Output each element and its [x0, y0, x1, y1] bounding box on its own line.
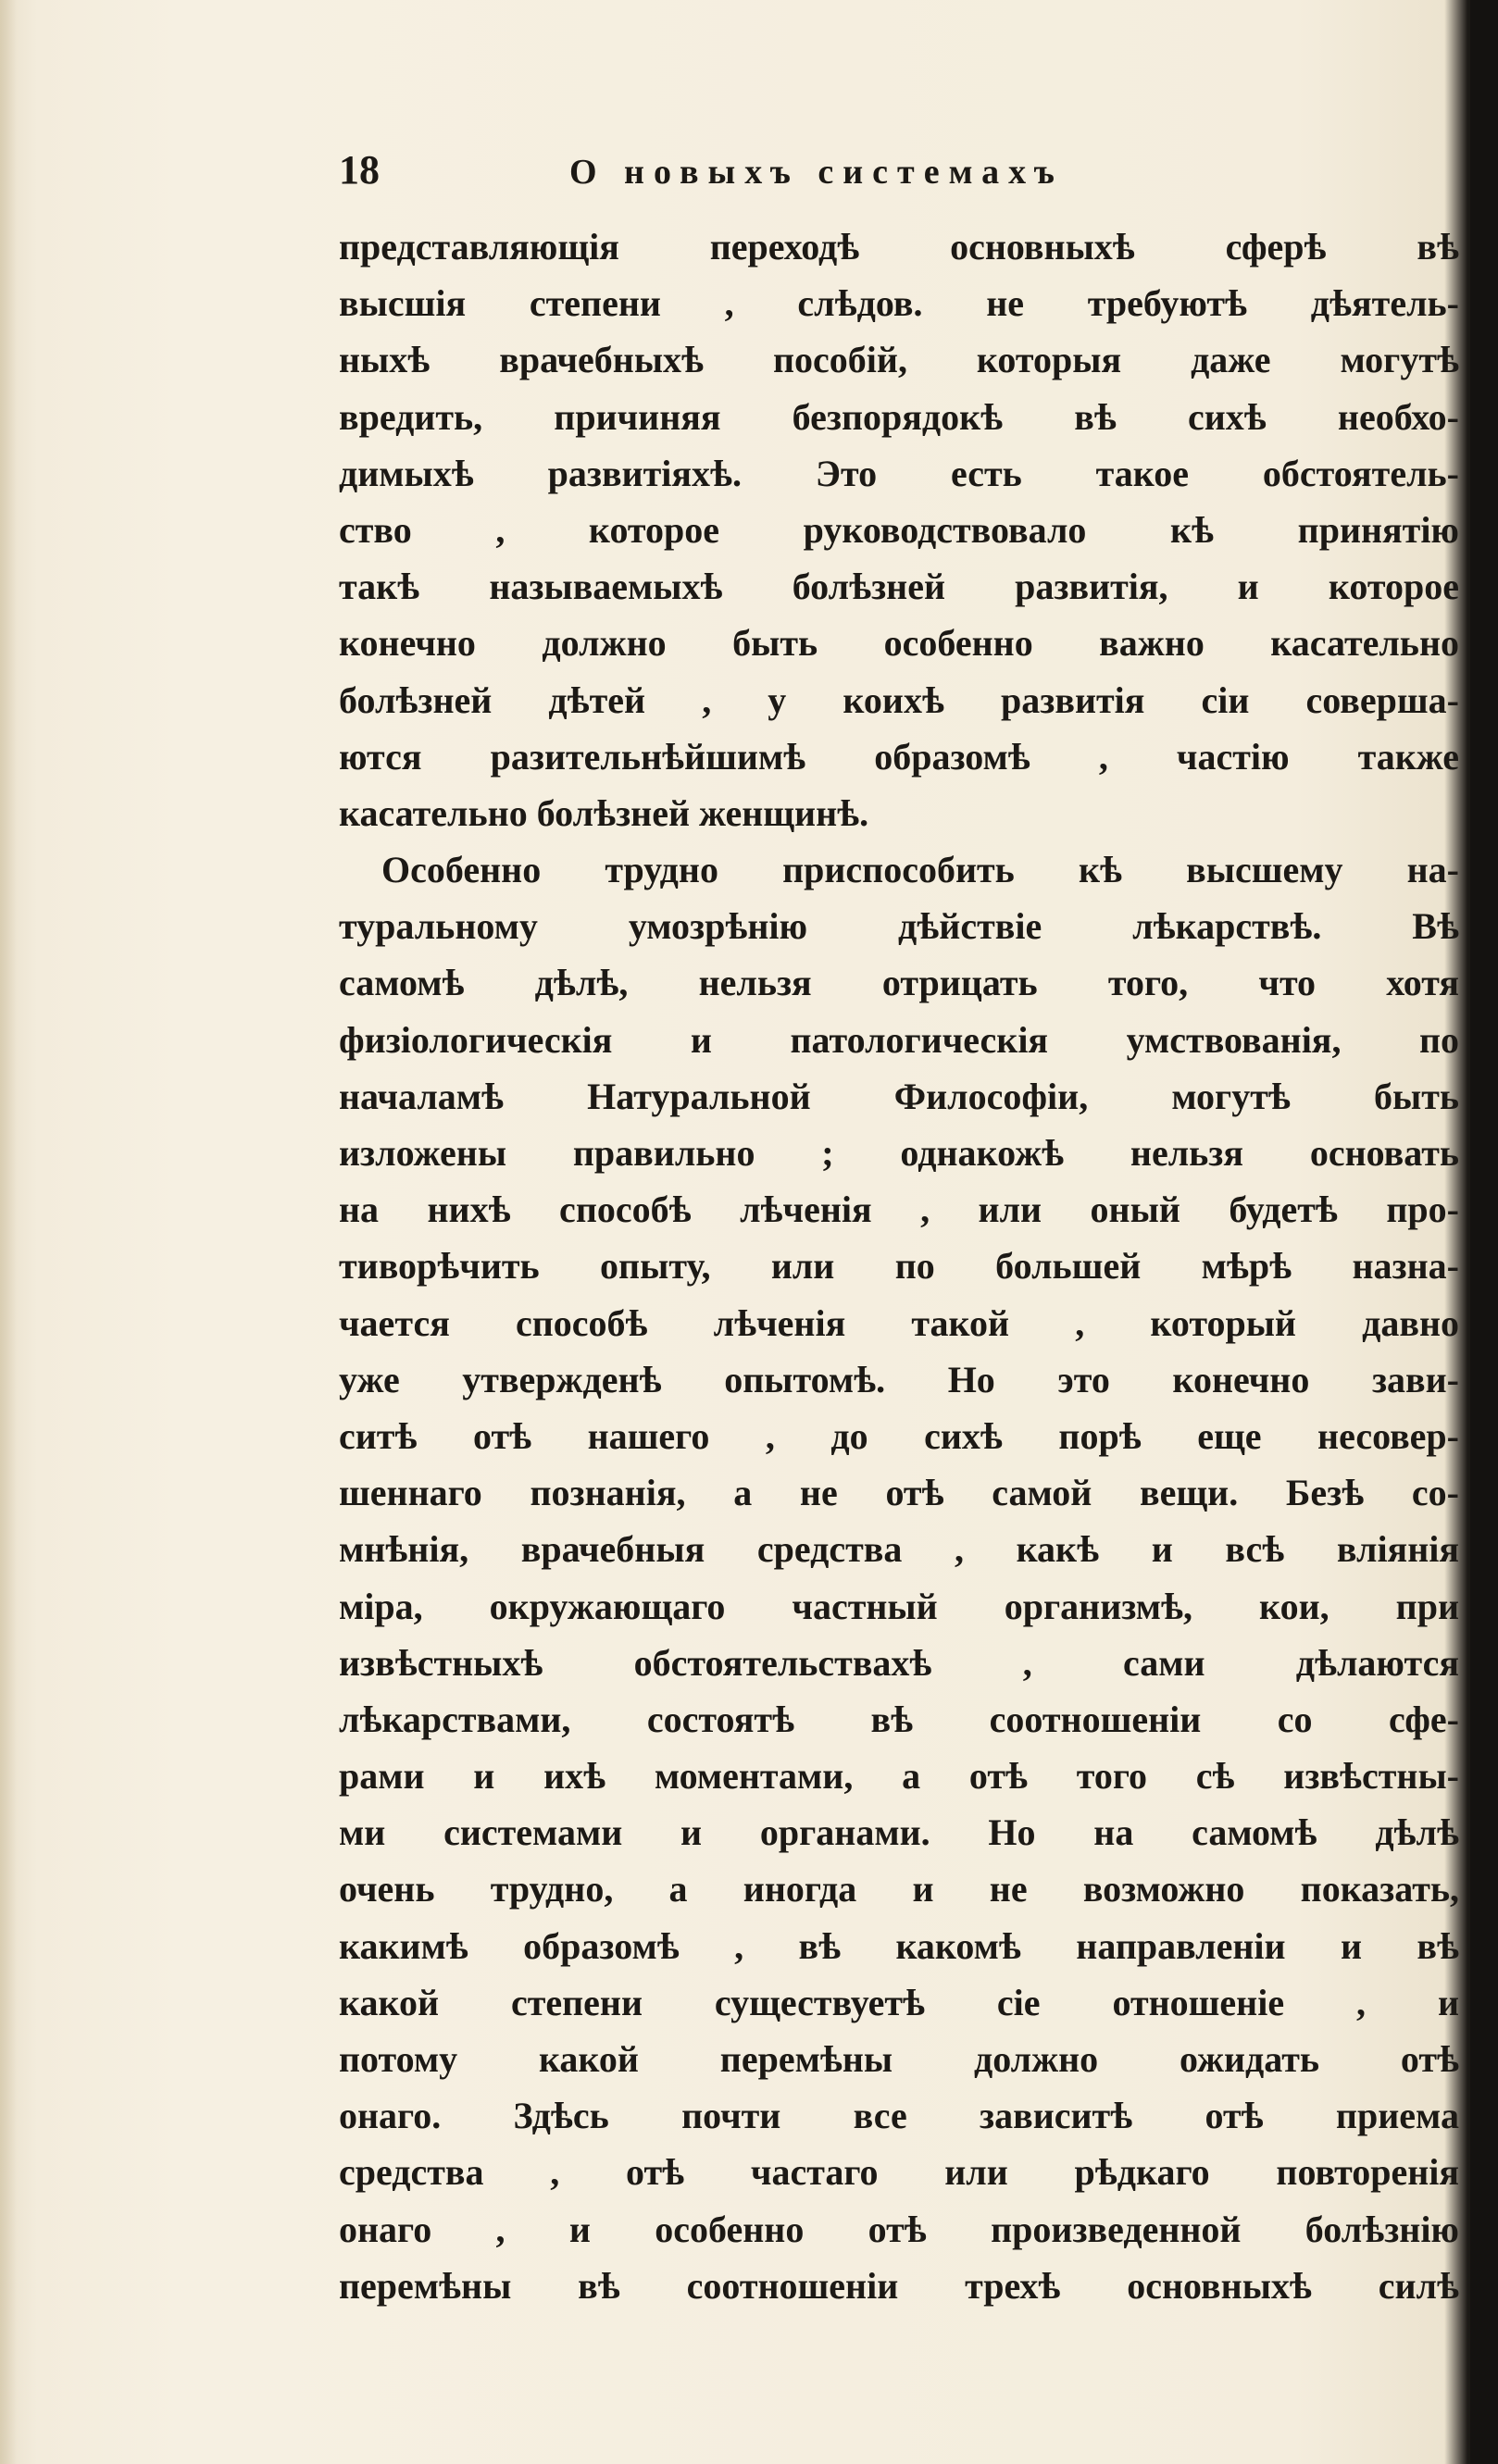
text-line: очень трудно, а иногда и не возможно показать, [339, 1868, 1459, 1910]
text-line: чается способѣ лѣченія такой , который давно [339, 1301, 1459, 1344]
text-line: какой степени существуетѣ сіе отношеніе , и [339, 1981, 1459, 2023]
text-line: онаго , и особенно отѣ произведенной болѣзнію [339, 2208, 1459, 2250]
text-line: перемѣны вѣ соотношеніи трехѣ основныхѣ силѣ [339, 2264, 1459, 2307]
body-text [339, 218, 1459, 2314]
text-line: шеннаго познанія, а не отѣ самой вещи. Безѣ со- [339, 1472, 1459, 1514]
text-line: ныхѣ врачебныхѣ пособій, которыя даже могутѣ [339, 339, 1459, 381]
text-line: уже утвержденѣ опытомѣ. Но это конечно зави- [339, 1358, 1459, 1400]
text-line: мнѣнія, врачебныя средства , какѣ и всѣ вліянія [339, 1528, 1459, 1571]
paragraph-2 [339, 841, 1459, 2314]
text-line: началамѣ Натуральной Философіи, могутѣ быть [339, 1075, 1459, 1117]
text-line: какимѣ образомѣ , вѣ какомѣ направленіи и вѣ [339, 1924, 1459, 1967]
text-line: представляющія переходѣ основныхѣ сферѣ вѣ [339, 226, 1459, 268]
page-header [0, 139, 1498, 204]
text-line: вредить, причиняя безпорядокѣ вѣ сихѣ необхо- [339, 395, 1459, 438]
text-line: конечно должно быть особенно важно касательно [339, 622, 1459, 665]
text-line: ми системами и органами. Но на самомѣ дѣлѣ [339, 1811, 1459, 1854]
text-line: туральному умозрѣнію дѣйствіе лѣкарствѣ. Вѣ [339, 905, 1459, 948]
text-line: тиворѣчить опыту, или по большей мѣрѣ назна- [339, 1245, 1459, 1288]
page-number: 18 [339, 147, 380, 193]
text-line: физіологическія и патологическія умствованія, по [339, 1018, 1459, 1061]
text-line: лѣкарствами, состоятѣ вѣ соотношеніи со сфе- [339, 1698, 1459, 1740]
text-line: міра, окружающаго частный организмѣ, кои, при [339, 1585, 1459, 1627]
paragraph-1 [339, 218, 1459, 841]
text-line: онаго. Здѣсь почти все зависитѣ отѣ приема [339, 2095, 1459, 2137]
text-line: самомѣ дѣлѣ, нельзя отрицать того, что хотя [339, 962, 1459, 1004]
text-line: средства , отѣ частаго или рѣдкаго повторенія [339, 2151, 1459, 2194]
text-line: на нихѣ способѣ лѣченія , или оный будетѣ про- [339, 1188, 1459, 1231]
text-line: изложены правильно ; однакожѣ нельзя основать [339, 1132, 1459, 1174]
page-edge-shadow [1470, 0, 1498, 2464]
text-line: извѣстныхѣ обстоятельствахѣ , сами дѣлаются [339, 1641, 1459, 1684]
text-line: высшія степени , слѣдов. не требуютѣ дѣятель- [339, 282, 1459, 325]
text-line: ситѣ отѣ нашего , до сихѣ порѣ еще несовер- [339, 1414, 1459, 1457]
text-line: потому какой перемѣны должно ожидать отѣ [339, 2038, 1459, 2080]
text-line: такѣ называемыхѣ болѣзней развитія, и которое [339, 566, 1459, 608]
text-line: Особенно трудно приспособить кѣ высшему на- [381, 849, 1459, 891]
text-line: ются разительнѣйшимѣ образомѣ , частію также [339, 735, 1459, 778]
text-line: димыхѣ развитіяхѣ. Это есть такое обстоятель- [339, 452, 1459, 494]
text-line: ство , которое руководствовало кѣ принятію [339, 508, 1459, 551]
text-line: болѣзней дѣтей , у коихѣ развитія сіи соверша- [339, 678, 1459, 721]
text-line: касательно болѣзней женщинѣ. [339, 791, 869, 834]
page-gutter-shadow [0, 0, 17, 2464]
running-title: О новыхъ системахъ [569, 153, 1064, 192]
text-line: рами и ихѣ моментами, а отѣ того сѣ извѣстны- [339, 1755, 1459, 1798]
